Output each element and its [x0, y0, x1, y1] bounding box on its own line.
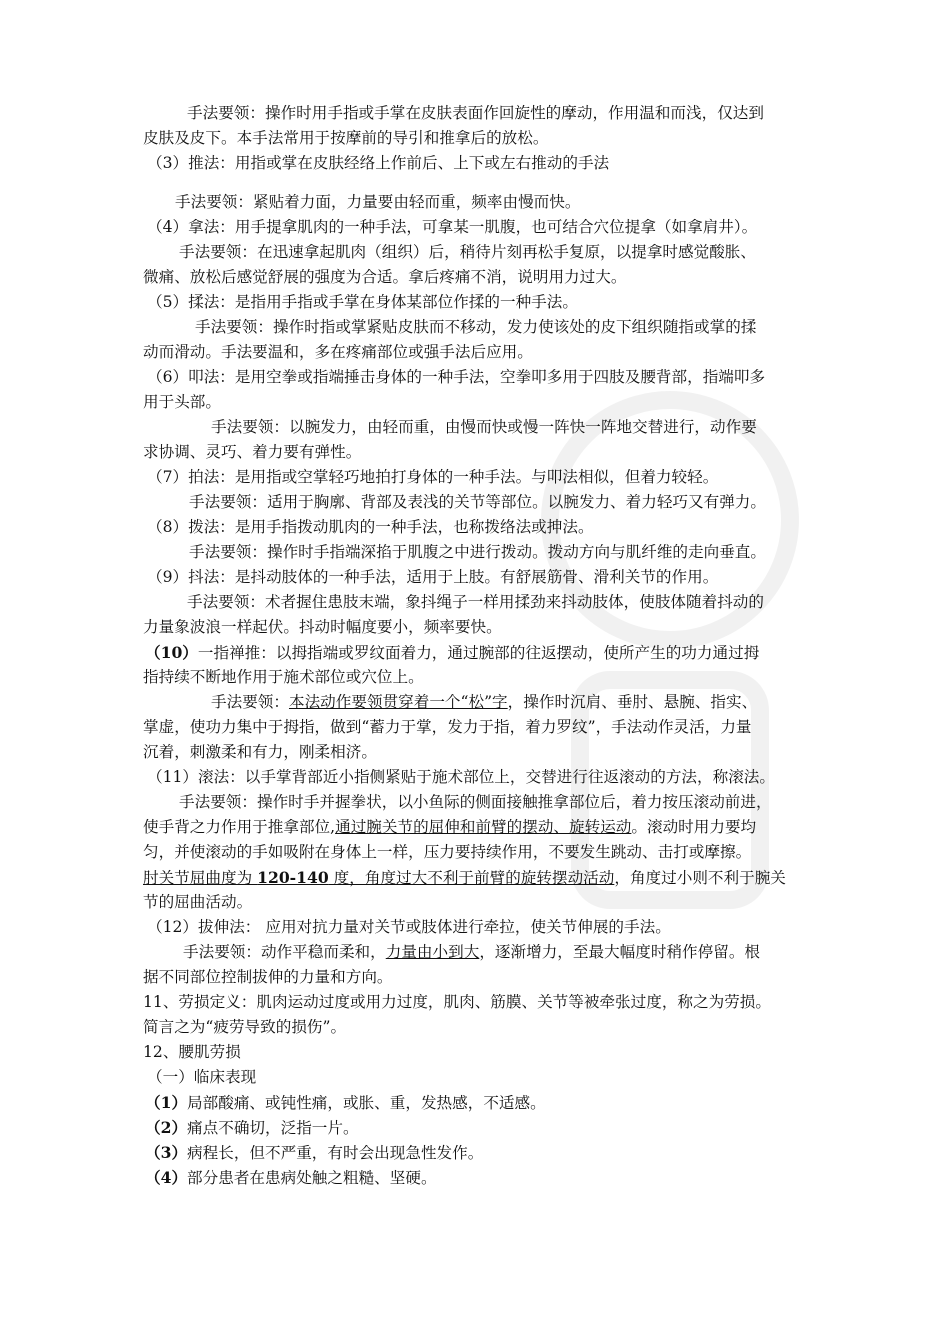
item-number: （1） [145, 1093, 188, 1112]
text-run: ，角度过小则不利于腕关 [614, 869, 786, 887]
section-heading: （12）拔伸法： 应用对抗力量对关节或肢体进行牵拉，使关节伸展的手法。 [147, 918, 671, 936]
text-line: 手法要领：术者握住患肢末端，象抖绳子一样用揉劲来抖动肢体，使肢体随着抖动的 [187, 593, 764, 611]
underlined-text [143, 869, 614, 887]
text-run: 局部酸痛、或钝性痛，或胀、重，发热感，不适感。 [187, 1094, 546, 1112]
text-line: 手法要领：操作时指或掌紧贴皮肤而不移动，发力使该处的皮下组织随指或掌的揉 [195, 318, 757, 336]
text-line: 沉着，刺激柔和有力，刚柔相济。 [143, 743, 377, 761]
document-body [143, 101, 811, 1190]
list-item [143, 1115, 811, 1140]
text-line: 节的屈曲活动。 [143, 893, 253, 911]
text-line [143, 815, 811, 840]
section-heading: （9）抖法：是抖动肢体的一种手法，适用于上肢。有舒展筋骨、滑利关节的作用。 [147, 568, 719, 586]
text-run: 度，角度过大不利于前臂的旋转摆动活动 [328, 869, 615, 887]
text-run: 使手背之力作用于推拿部位, [143, 818, 336, 836]
text-run: 部分患者在患病处触之粗糙、坚硬。 [187, 1169, 437, 1187]
text-line: 指持续不断地作用于施术部位或穴位上。 [143, 668, 424, 686]
bold-number: 120-140 [257, 868, 329, 887]
text-line: 皮肤及皮下。本手法常用于按摩前的导引和推拿后的放松。 [143, 129, 549, 147]
section-heading: （5）揉法：是指用手指或手掌在身体某部位作揉的一种手法。 [147, 293, 578, 311]
text-line [143, 940, 811, 965]
text-line: 手法要领：操作时手并握拳状，以小鱼际的侧面接触推拿部位后，着力按压滚动前进， [179, 793, 772, 811]
text-run: 手法要领： [211, 693, 289, 711]
list-item [143, 1090, 811, 1115]
text-run: 肘关节屈曲度为 [143, 869, 258, 887]
text-run: 痛点不确切，泛指一片。 [187, 1119, 359, 1137]
section-heading: （一）临床表现 [147, 1068, 257, 1086]
text-run: ，操作时沉肩、垂肘、悬腕、指实、 [507, 693, 758, 711]
underlined-text: 通过腕关节的屈伸和前臂的摆动、旋转运动 [335, 818, 632, 836]
text-line [143, 690, 811, 715]
section-heading: （7）拍法：是用指或空掌轻巧地拍打身体的一种手法。与叩法相似，但着力较轻。 [147, 468, 719, 486]
text-line: 简言之为“疲劳导致的损伤”。 [143, 1018, 347, 1036]
list-item [143, 1165, 811, 1190]
text-line: 掌虚，使功力集中于拇指，做到“蓄力于掌，发力于指，着力罗纹”，手法动作灵活，力量 [143, 718, 752, 736]
section-heading: （8）拨法：是用手指拨动肌肉的一种手法，也称拨络法或抻法。 [147, 518, 594, 536]
text-line: 动而滑动。手法要温和，多在疼痛部位或强手法后应用。 [143, 343, 533, 361]
section-heading: 12、腰肌劳损 [143, 1043, 241, 1061]
text-line: 匀，并使滚动的手如吸附在身体上一样，压力要持续作用，不要发生跳动、击打或摩擦。 [143, 843, 752, 861]
item-number: （2） [145, 1118, 188, 1137]
item-number: （4） [145, 1168, 188, 1187]
text-line: 用于头部。 [143, 393, 221, 411]
text-run: 一指禅推：以拇指端或罗纹面着力，通过腕部的往返摆动，使所产生的功力通过拇 [197, 644, 760, 662]
text-line: 据不同部位控制拔伸的力量和方向。 [143, 968, 393, 986]
text-line: 手法要领：在迅速拿起肌肉（组织）后，稍待片刻再松手复原，以提拿时感觉酸胀、 [179, 243, 756, 261]
underlined-text: 本法动作要领贯穿着一个“松”字 [288, 693, 508, 711]
text-run: 手法要领：动作平稳而柔和， [183, 943, 386, 961]
text-line: 微痛、放松后感觉舒展的强度为合适。拿后疼痛不消，说明用力过大。 [143, 268, 627, 286]
text-line: 手法要领：紧贴着力面，力量要由轻而重，频率由慢而快。 [175, 193, 581, 211]
section-heading: 11、劳损定义：肌肉运动过度或用力过度，肌肉、筋膜、关节等被牵张过度，称之为劳损。 [143, 993, 771, 1011]
text-line [143, 865, 811, 890]
section-heading: （4）拿法：用手提拿肌肉的一种手法，可拿某一肌腹，也可结合穴位提拿（如拿肩井）。 [147, 218, 758, 236]
text-run: 。滚动时用力要均 [631, 818, 757, 836]
item-number: （10） [145, 643, 198, 662]
text-line: 手法要领：操作时用手指或手掌在皮肤表面作回旋性的摩动，作用温和而浅，仅达到 [187, 104, 764, 122]
text-line: 求协调、灵巧、着力要有弹性。 [143, 443, 362, 461]
text-run: 病程长，但不严重，有时会出现急性发作。 [187, 1144, 484, 1162]
list-item [143, 1140, 811, 1165]
section-heading: （3）推法：用指或掌在皮肤经络上作前后、上下或左右推动的手法 [147, 154, 610, 172]
text-line: 手法要领：操作时手指端深掐于肌腹之中进行拨动。拨动方向与肌纤维的走向垂直。 [189, 543, 766, 561]
section-heading [143, 640, 811, 665]
text-line: 手法要领：适用于胸廓、背部及表浅的关节等部位。以腕发力、着力轻巧又有弹力。 [189, 493, 766, 511]
item-number: （3） [145, 1143, 188, 1162]
text-line: 手法要领：以腕发力，由轻而重，由慢而快或慢一阵快一阵地交替进行，动作要 [211, 418, 757, 436]
section-heading: （6）叩法：是用空拳或指端捶击身体的一种手法，空拳叩多用于四肢及腰背部，指端叩多 [147, 368, 766, 386]
underlined-text: 力量由小到大 [385, 943, 480, 961]
section-heading: （11）滚法：以手掌背部近小指侧紧贴于施术部位上，交替进行往返滚动的方法，称滚法。 [147, 768, 775, 786]
text-run: ，逐渐增力，至最大幅度时稍作停留。根 [479, 943, 761, 961]
text-line: 力量象波浪一样起伏。抖动时幅度要小，频率要快。 [143, 618, 502, 636]
